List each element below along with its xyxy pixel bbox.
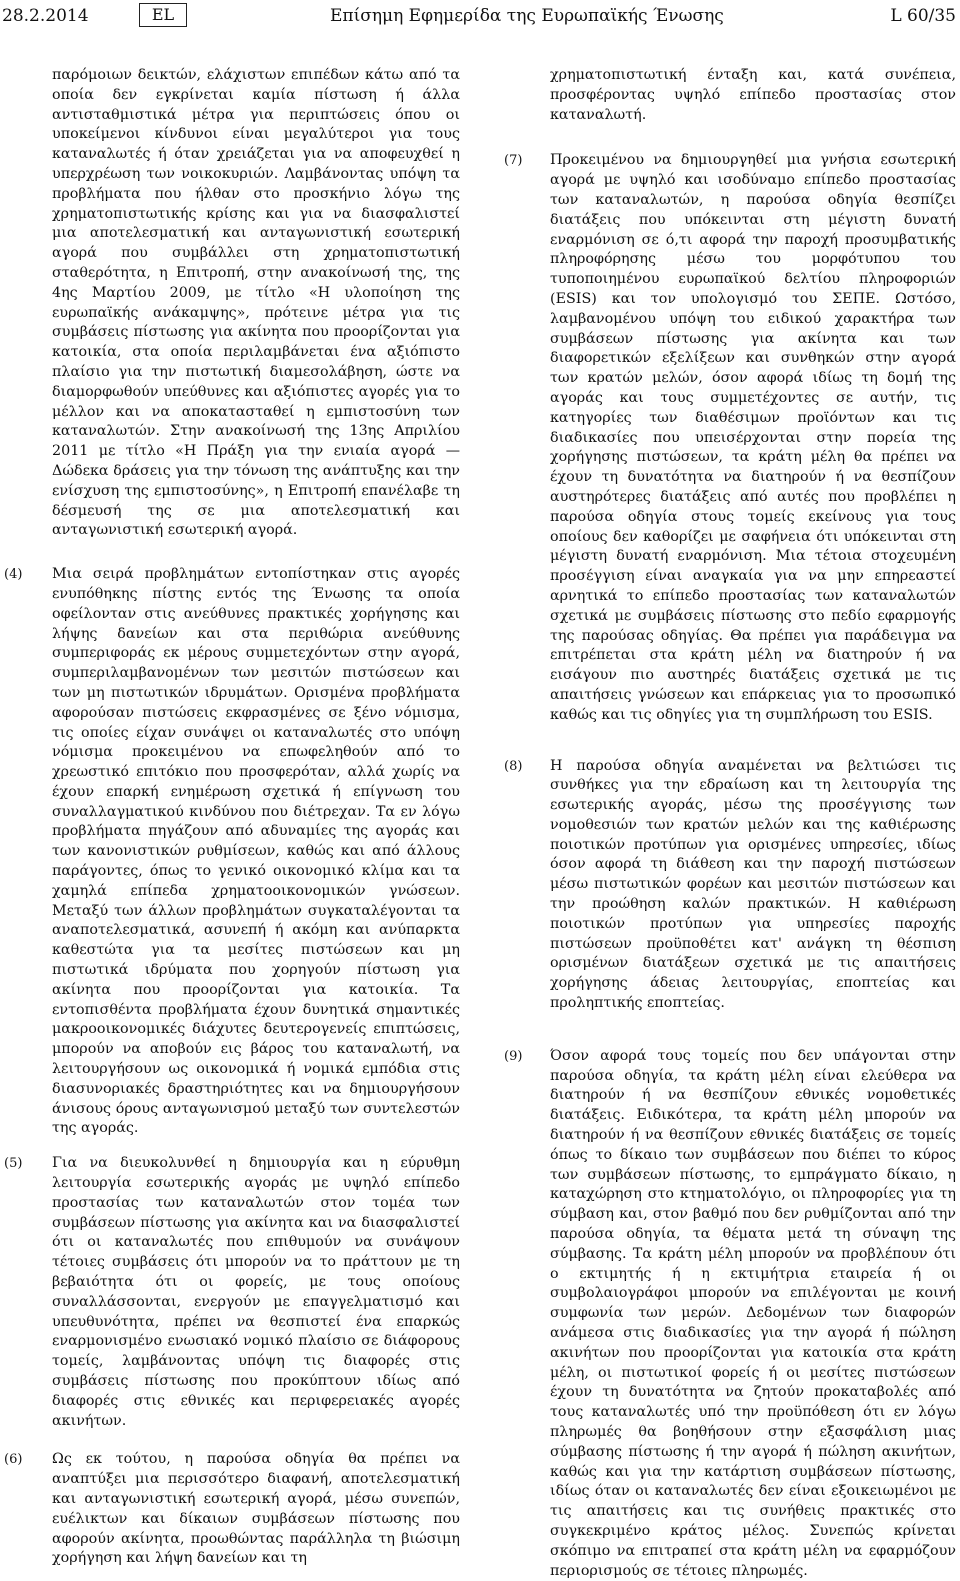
recital-text: Για να διευκολυνθεί η δημιουργία και η εύρυθμη λειτουργία εσωτερικής αγοράς με υψηλό επίπεδο προστασίας των καταναλωτών στον τομέα των συμβάσεων πίστωσης για ακίνητα και να διασφαλιστεί ότι οι καταναλωτές που επιθυμούν να συνάψουν τέτοιες συμβάσεις ότι μπορούν να το πράττουν με τη βεβαιότητα ότι οι φορείς, με τους οποίους συναλλάσσονται, ενεργούν με επαγγελματισμό και υπευθυνότητα, πρέπει να θεσπιστεί ένα επαρκώς εναρμονισμένο ενωσιακό νομικό πλαίσιο σε διάφορους τομείς, λαμβάνοντας υπόψη τις διαφορές στις συμβάσεις πίστωσης που προκύπτουν ιδίως από διαφορές στις εθνικές και περιφερειακές αγορές ακινήτων. — [52, 1155, 460, 1429]
right-column — [504, 66, 956, 1581]
language-code-box: EL — [139, 3, 187, 27]
recital-number: (6) — [4, 1452, 23, 1468]
recital-6 — [4, 1450, 460, 1569]
continuation-paragraph: παρόμοιων δεικτών, ελάχιστων επιπέδων κάτω από τα οποία δεν εγκρίνεται καμία πίστωση ή άλλα αντισταθμιστικά μέτρα για περιπτώσεις όπου οι υποκείμενοι κίνδυνοι είναι μεγαλύτεροι για τους καταναλωτές ή όταν χρειάζεται για να αποφευχθεί η υπερχρέωση των νοικοκυριών. Λαμβάνοντας υπόψη τα προβλήματα που ήλθαν στο προσκήνιο λόγω της χρηματοπιστωτικής κρίσης και για να διασφαλιστεί μια αποτελεσματική και ανταγωνιστική εσωτερική αγορά που συμβάλλει στη χρηματοπιστωτική σταθερότητα, η Επιτροπή, στην ανακοίνωσή της, της 4ης Μαρτίου 2009, με τίτλο «Η υλοποίηση της ευρωπαϊκής ανάκαμψης», πρότεινε μέτρα για τις συμβάσεις πίστωσης για ακίνητα που προορίζονται για κατοικία, στα οποία περιλαμβάνεται ένα αξιόπιστο πλαίσιο για την πιστωτική διαμεσολάβηση, ώστε να διαμορφωθούν υπεύθυνες και αξιόπιστες αγορές για το μέλλον και να αποκατασταθεί η εμπιστοσύνη των καταναλωτών. Στην ανακοίνωσή της 13ης Απριλίου 2011 με τίτλο «Η Πράξη για την ενιαία αγορά — Δώδεκα δράσεις για την τόνωση της ανάπτυξης και την ενίσχυση της εμπιστοσύνης», η Επιτροπή επανέλαβε τη δέσμευσή της σε μια αποτελεσματική και ανταγωνιστική εσωτερική αγορά. — [52, 67, 460, 539]
left-column — [4, 66, 460, 1569]
recital-number: (9) — [504, 1048, 523, 1064]
recital-number: (8) — [504, 758, 523, 774]
recital-text: Προκειμένου να δημιουργηθεί μια γνήσια εσωτερική αγορά με υψηλό και ισοδύναμο επίπεδο προστασίας των καταναλωτών, η παρούσα οδηγία θεσπίζει διατάξεις που υπόκεινται στη μέγιστη δυνατή εναρμόνιση σε ό,τι αφορά την παροχή προσυμβατικής πληροφόρησης μέσω του μορφότυπου του τυποποιημένου ευρωπαϊκού δελτίου πληροφοριών (ESIS) και τον υπολογισμό του ΣΕΠΕ. Ωστόσο, λαμβανομένου υπόψη του ειδικού χαρακτήρα των συμβάσεων πίστωσης για ακίνητα και των διαφορετικών εξελίξεων και συνθηκών στην αγορά των κρατών μελών, όσον αφορά ιδίως τη δομή της αγοράς και τους συμμετέχοντες σε αυτήν, τις κατηγορίες των διαθέσιμων προϊόντων και τις διαδικασίες που υπεισέρχονται στην πορεία της χορήγησης πιστώσεων, τα κράτη μέλη θα πρέπει να έχουν τη δυνατότητα να διατηρούν ή να θεσπίζουν αυστηρότερες διατάξεις από αυτές που προβλέπει η παρούσα οδηγία στους τομείς εκείνους για τους οποίους δεν καθορίζει με σαφήνεια ότι υπόκεινται στη μέγιστη δυνατή εναρμόνιση. Μια τέτοια στοχευμένη προσέγγιση είναι αναγκαία για να μην επηρεαστεί αρνητικά το επίπεδο προστασίας των καταναλωτών σχετικά με συμβάσεις πίστωσης στο πεδίο εφαρμογής της παρούσας οδηγίας. Θα πρέπει για παράδειγμα να επιτρέπεται στα κράτη μέλη να διατηρούν ή να εισάγουν πιο αυστηρές διατάξεις σχετικά με τις απαιτήσεις γνώσεων και επάρκειας για το προσωπικό καθώς και τις οδηγίες για τη συμπλήρωση του ESIS. — [550, 152, 956, 723]
recital-8 — [504, 757, 956, 1014]
recital-text: Όσον αφορά τους τομείς που δεν υπάγονται στην παρούσα οδηγία, τα κράτη μέλη είναι ελεύθερα να διατηρούν ή να θεσπίζουν εθνικές νομοθετικές διατάξεις. Ειδικότερα, τα κράτη μέλη μπορούν να διατηρούν ή να θεσπίζουν εθνικές διατάξεις σε τομείς όπως το δίκαιο των συμβάσεων που διέπει το κύρος των συμβάσεων πίστωσης, το εμπράγματο δίκαιο, η καταχώρηση στο κτηματολόγιο, οι πληροφορίες για τη σύμβαση και, στον βαθμό που δεν ρυθμίζονται από την παρούσα οδηγία, τα θέματα μετά τη σύναψη της σύμβασης. Τα κράτη μέλη μπορούν να προβλέπουν ότι ο εκτιμητής ή η εκτιμήτρια εταιρεία ή οι συμβολαιογράφοι μπορούν να επιλέγονται με κοινή συμφωνία των μερών. Δεδομένων των διαφορών ανάμεσα στις διαδικασίες για την αγορά ή πώληση ακινήτων που προορίζονται για κατοικία στα κράτη μέλη, οι πιστωτικοί φορείς ή οι μεσίτες πιστώσεων έχουν τη δυνατότητα να ζητούν προκαταβολές από τους καταναλωτές υπό την προϋπόθεση ότι εν λόγω πληρωμές θα βοηθήσουν στην εξασφάλιση μιας σύμβασης πίστωσης ή την αγορά ή πώληση ακινήτων, καθώς και για την κατάρτιση συμβάσεων πίστωσης, ιδίως όταν οι καταναλωτές δεν είναι εξοικειωμένοι με τις απαιτήσεις και τις συνήθεις πρακτικές στο συγκεκριμένο κράτος μέλος. Συνεπώς κρίνεται σκόπιμο να επιτραπεί στα κράτη μέλη να εφαρμόζουν περιορισμούς σε τέτοιες πληρωμές. — [550, 1047, 956, 1579]
recital-7 — [504, 151, 956, 725]
recital-text: Μια σειρά προβλημάτων εντοπίστηκαν στις αγορές ενυπόθηκης πίστης εντός της Ένωσης τα οποία οφείλονταν στις ανεύθυνες πρακτικές χορήγησης και λήψης δανείων και στα περιθώρια ανεύθυνης συμπεριφοράς εκ μέρους συμμετεχόντων στην αγορά, συμπεριλαμβανομένων των μεσιτών πιστώσεων και των μη πιστωτικών ιδρυμάτων. Ορισμένα προβλήματα αφορούσαν πιστώσεις εκφρασμένες σε ξένο νόμισμα, τις οποίες είχαν συνάψει οι καταναλωτές στο υπόψη νόμισμα προκειμένου να επωφεληθούν από το χρεωστικό επιτόκιο που προσφερόταν, αλλά χωρίς να έχουν επαρκή ενημέρωση σχετικά ή επίγνωση του συναλλαγματικού κινδύνου που διέτρεχαν. Τα εν λόγω προβλήματα πηγάζουν από αδυναμίες της αγοράς και των κανονιστικών ρυθμίσεων, καθώς και από άλλους παράγοντες, όπως το γενικό οικονομικό κλίμα και τα χαμηλά επίπεδα χρηματοοικονομικών γνώσεων. Μεταξύ των άλλων προβλημάτων συγκαταλέγονται τα αναποτελεσματικά, ασυνεπή ή ακόμη και ανύπαρκτα καθεστώτα για τα μεσίτες πιστώσεων και μη πιστωτικά ιδρύματα που χορηγούν πίστωση για ακίνητα που προορίζονται για κατοικία. Τα εντοπισθέντα προβλήματα έχουν δυνητικά σημαντικές μακροοικονομικές διάχυτες δευτερογενείς επιπτώσεις, μπορούν να αποβούν εις βάρος του καταναλωτή, να λειτουργήσουν ως οικονομικά ή νομικά εμπόδια στις διασυνοριακές δραστηριότητες και να δημιουργήσουν άνισους όρους ανταγωνισμού μεταξύ των συντελεστών της αγοράς. — [52, 566, 460, 1137]
recital-number: (7) — [504, 153, 523, 169]
continuation-paragraph: χρηματοπιστωτική ένταξη και, κατά συνέπεια, προσφέροντας υψηλό επίπεδο προστασίας στον καταναλωτή. — [550, 67, 956, 123]
recital-number: (5) — [4, 1156, 23, 1172]
recital-number: (4) — [4, 567, 23, 583]
page-reference: L 60/35 — [890, 6, 956, 26]
recital-5 — [4, 1154, 460, 1431]
recital-text: Ως εκ τούτου, η παρούσα οδηγία θα πρέπει να αναπτύξει μια περισσότερο διαφανή, αποτελεσματική και ανταγωνιστική εσωτερική αγορά, μέσω συνεπών, ευέλικτων και δίκαιων συμβάσεων πίστωσης που αφορούν ακίνητα, προωθώντας παράλληλα τη βιώσιμη χορήγηση και λήψη δανείων και τη — [52, 1451, 460, 1567]
page-header — [0, 0, 960, 34]
publication-date: 28.2.2014 — [2, 6, 89, 26]
recital-9 — [504, 1047, 956, 1581]
recital-4 — [4, 565, 460, 1139]
recital-text: Η παρούσα οδηγία αναμένεται να βελτιώσει τις συνθήκες για την εδραίωση και τη λειτουργία της εσωτερικής αγοράς, μέσω της προσέγγισης των νομοθεσιών των κρατών μελών και της καθιέρωσης ποιοτικών προτύπων για ορισμένες υπηρεσίες, ιδίως όσον αφορά τη διάθεση και την παροχή πιστώσεων μέσω πιστωτικών φορέων και μεσιτών πιστώσεων και την προώθηση καλών πρακτικών. Η καθιέρωση ποιοτικών προτύπων για υπηρεσίες παροχής πιστώσεων προϋποθέτει κατ' ανάγκη τη θέσπιση ορισμένων διατάξεων σχετικά με τις απαιτήσεις χορήγησης άδειας λειτουργίας, εποπτείας και προληπτικής εποπτείας. — [550, 757, 956, 1012]
journal-title: Επίσημη Εφημερίδα της Ευρωπαϊκής Ένωσης — [330, 6, 724, 26]
